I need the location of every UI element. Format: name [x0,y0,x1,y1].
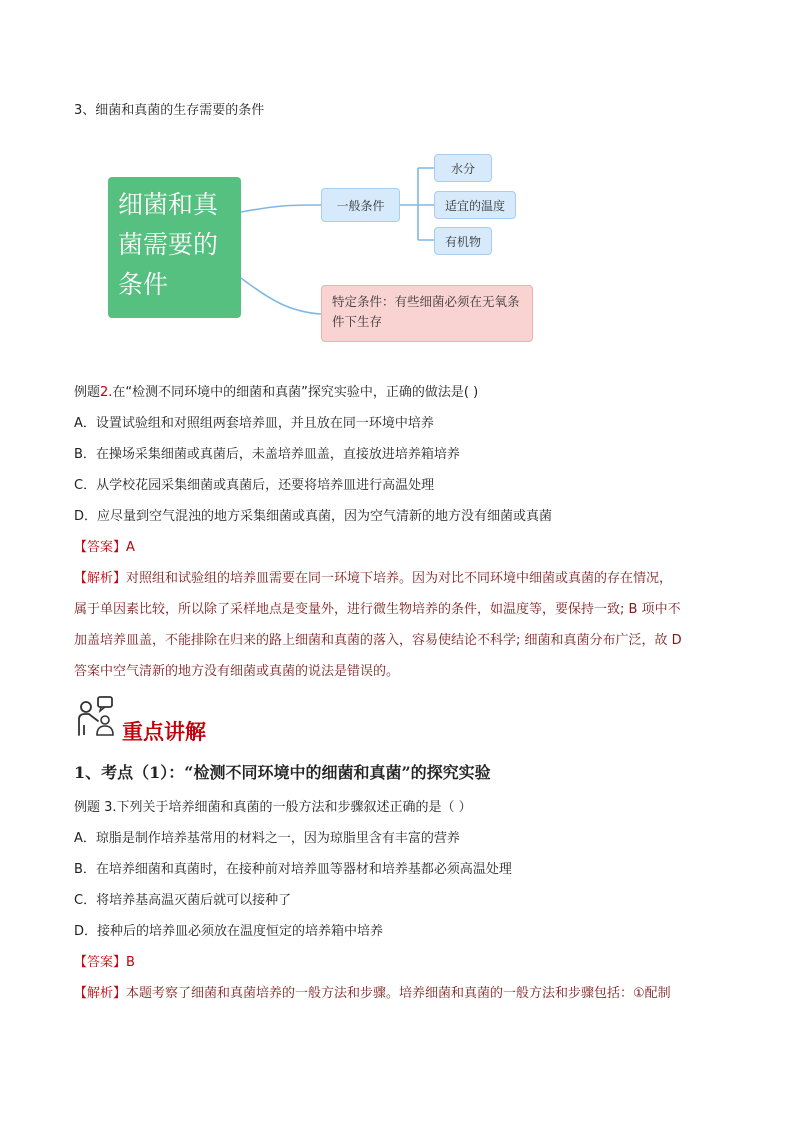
example-2-option-d: D．应尽量到空气混浊的地方采集细菌或真菌，因为空气清新的地方没有细菌或真菌 [74,509,553,524]
analysis-text: 本题考察了细菌和真菌培养的一般方法和步骤。培养细菌和真菌的一般方法和步骤包括：①配制 [126,986,671,1001]
example-2-analysis-line-2: 属于单因素比较，所以除了采样地点是变量外，进行微生物培养的条件，如温度等，要保持一致; B 项中不 [74,602,681,617]
answer-tag: 【答案】 [74,955,127,970]
topic-1-title: 1、考点（1）：“检测不同环境中的细菌和真菌”的探究实验 [74,763,491,782]
example-2-question [74,384,478,402]
example-3-answer [74,954,135,972]
example-3-option-c: C．将培养基高温灭菌后就可以接种了 [74,893,292,908]
example-2-analysis-line-1 [74,570,672,588]
example-2-analysis-line-4: 答案中空气清新的地方没有细菌或真菌的说法是错误的。 [74,664,400,679]
example-3-question: 例题 3.下列关于培养细菌和真菌的一般方法和步骤叙述正确的是（ ） [74,800,472,815]
answer-tag: 【答案】 [74,540,127,555]
example-2-text: 在“检测不同环境中的细菌和真菌”探究实验中，正确的做法是( ) [112,385,479,400]
mindmap-item-organic: 有机物 [434,227,492,255]
example-2-option-c: C．从学校花园采集细菌或真菌后，还要将培养皿进行高温处理 [74,478,435,493]
mindmap-item-temperature: 适宜的温度 [434,191,516,219]
answer-value: A [126,540,135,555]
example-2-prefix: 例题 [74,385,101,400]
key-heading: 重点讲解 [122,719,206,744]
example-2-number: 2. [100,385,113,400]
example-2-option-a: A．设置试验组和对照组两套培养皿，并且放在同一环境中培养 [74,416,434,431]
analysis-tag: 【解析】 [74,986,127,1001]
mindmap-special-node: 特定条件：有些细菌必须在无氧条件下生存 [321,285,533,342]
example-2-option-b: B．在操场采集细菌或真菌后，未盖培养皿盖，直接放进培养箱培养 [74,447,460,462]
example-2-analysis-line-3: 加盖培养皿盖，不能排除在归来的路上细菌和真菌的落入，容易使结论不科学; 细菌和真菌分布广泛，故 D [74,633,682,648]
teacher-icon [76,693,116,737]
section-3-title: 3、细菌和真菌的生存需要的条件 [74,103,265,118]
mindmap-root-node: 细菌和真菌需要的条件 [108,177,241,318]
example-3-option-d: D．接种后的培养皿必须放在温度恒定的培养箱中培养 [74,924,384,939]
example-3-option-b: B．在培养细菌和真菌时，在接种前对培养皿等器材和培养基都必须高温处理 [74,862,512,877]
example-2-answer [74,539,135,557]
example-3-analysis-line-1 [74,985,671,1003]
mindmap-item-water: 水分 [434,154,492,182]
analysis-tag: 【解析】 [74,571,127,586]
analysis-text: 对照组和试验组的培养皿需要在同一环境下培养。因为对比不同环境中细菌或真菌的存在情况， [126,571,673,586]
answer-value: B [126,955,135,970]
example-3-option-a: A．琼脂是制作培养基常用的材料之一，因为琼脂里含有丰富的营养 [74,831,460,846]
mindmap-general-node: 一般条件 [321,188,400,222]
